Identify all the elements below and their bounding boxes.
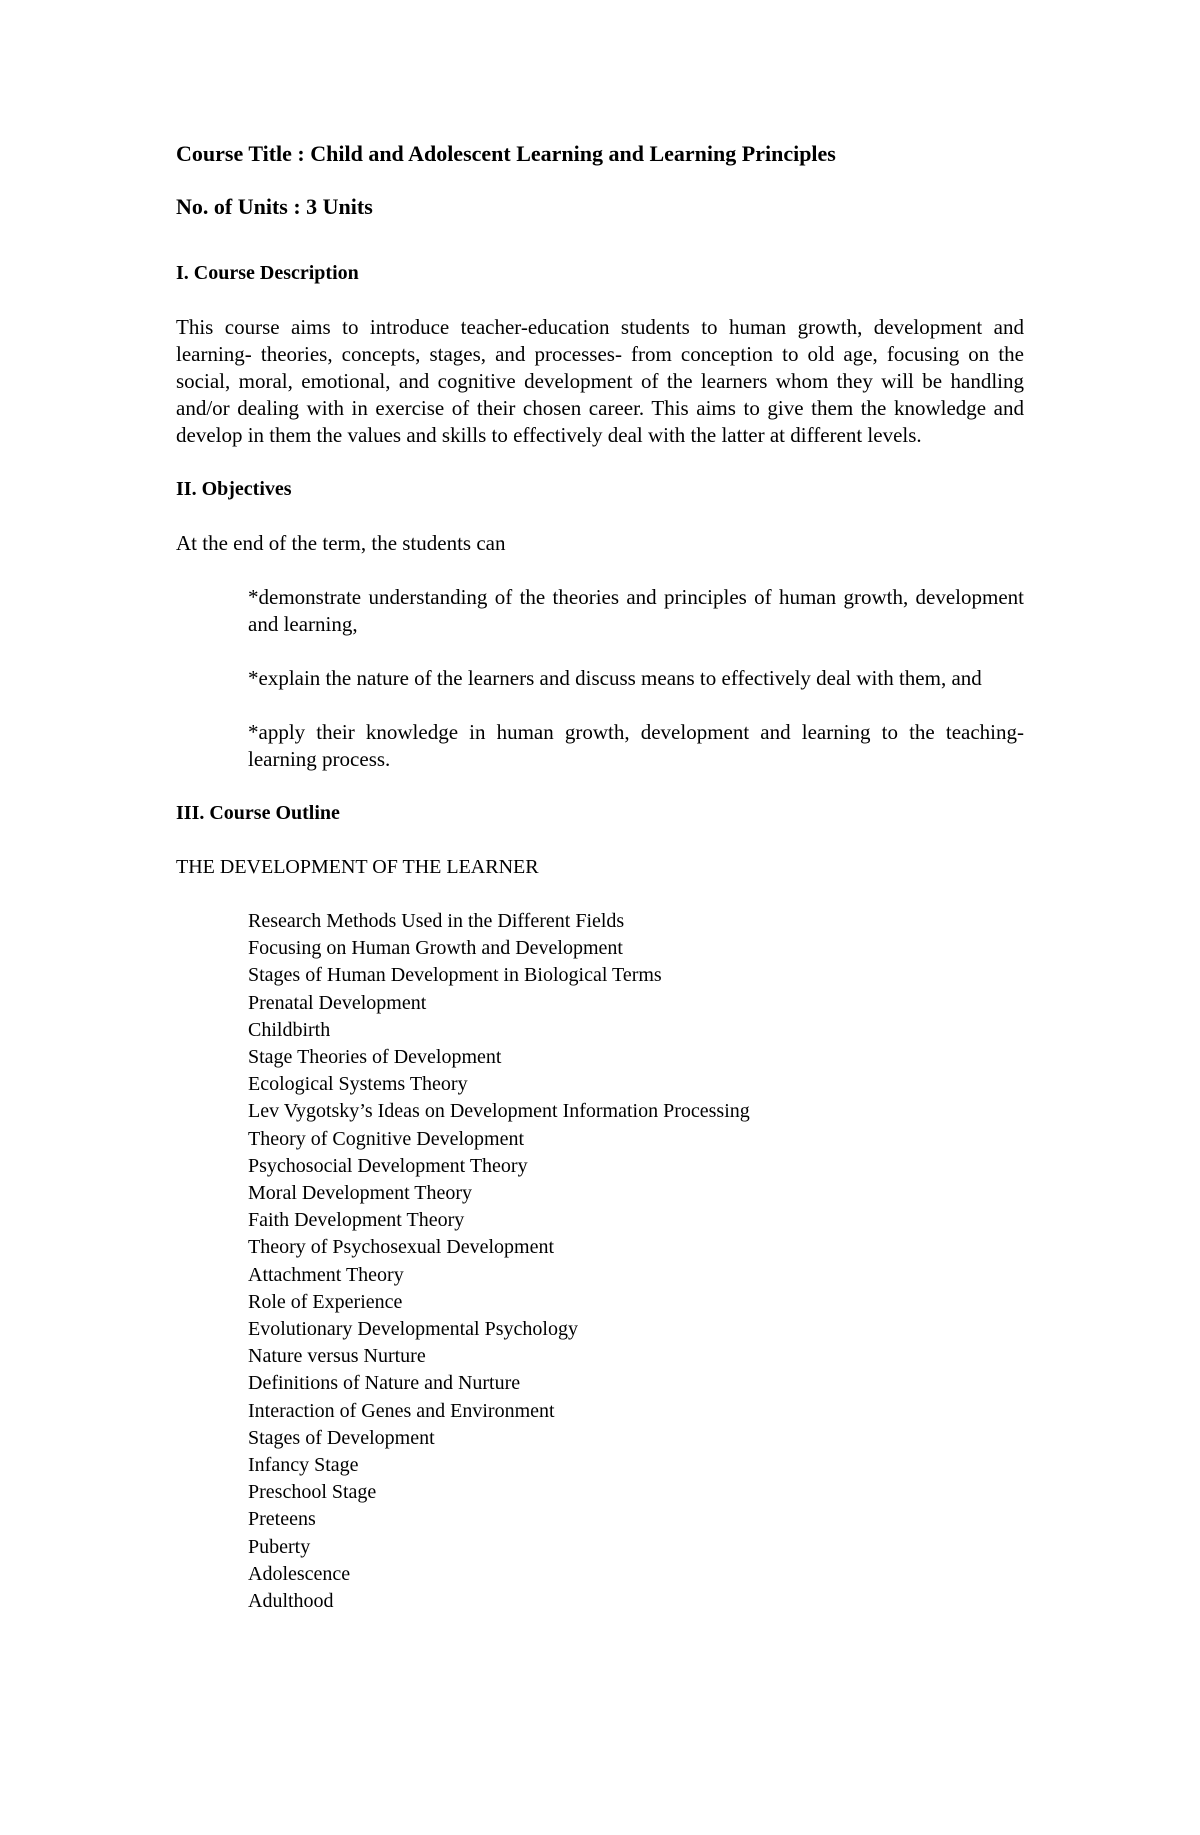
outline-topic-item: Adulthood [248,1590,334,1613]
outline-topic-item: Childbirth [248,1018,331,1041]
outline-topic-item: Preschool Stage [248,1481,377,1504]
outline-topic-item: Theory of Cognitive Development [248,1127,525,1150]
objective-item: *demonstrate understanding of the theories and principles of human growth, development and learning, [248,585,1024,636]
outline-topic-item: Adolescence [248,1562,351,1585]
outline-topic-item: Ecological Systems Theory [248,1073,468,1096]
outline-topic-item: Theory of Psychosexual Development [248,1236,555,1259]
outline-topic-item: Prenatal Development [248,991,427,1014]
outline-topic-item: Attachment Theory [248,1263,404,1286]
outline-topic-item: Interaction of Genes and Environment [248,1399,555,1422]
outline-topic-item: Focusing on Human Growth and Development [248,937,623,960]
objective-item: *explain the nature of the learners and discuss means to effectively deal with them, and [248,666,982,690]
objective-item: *apply their knowledge in human growth, development and learning to the teaching-learning process. [248,720,1024,771]
outline-topic-item: Faith Development Theory [248,1209,465,1232]
outline-heading: III. Course Outline [176,802,340,824]
outline-topic-list [176,908,1024,1615]
description-text: This course aims to introduce teacher-education students to human growth, development and learning- theories, concepts, stages, and processes- from conception to old age, focusing on the social, moral, emotional, and cognitive development of the learners whom they will be handling and/or dealing with in exercise of their chosen career. This aims to give them the knowledge and develop in them the values and skills to effectively deal with the latter at different levels. [176,315,1024,447]
outline-topic-item: Infancy Stage [248,1454,359,1477]
outline-topic-item: Preteens [248,1508,316,1531]
outline-topic-item: Stages of Development [248,1426,435,1449]
course-title: Course Title : Child and Adolescent Learning and Learning Principles [176,141,836,166]
outline-topic-item: Puberty [248,1535,311,1558]
outline-topic-item: Evolutionary Developmental Psychology [248,1318,578,1341]
outline-topic-item: Definitions of Nature and Nurture [248,1372,521,1395]
objectives-list [176,584,1024,773]
objectives-heading: II. Objectives [176,478,292,500]
outline-topic-item: Lev Vygotsky’s Ideas on Development Information Processing [248,1100,750,1123]
outline-topic-item: Research Methods Used in the Different Fields [248,910,625,932]
outline-topic-item: Role of Experience [248,1290,403,1313]
objectives-intro: At the end of the term, the students can [176,531,506,555]
units-line: No. of Units : 3 Units [176,194,373,219]
document-content [176,140,1024,1615]
outline-topic-item: Psychosocial Development Theory [248,1154,528,1177]
outline-subheading: THE DEVELOPMENT OF THE LEARNER [176,856,539,878]
outline-topic-item: Moral Development Theory [248,1182,473,1205]
outline-topic-item: Stage Theories of Development [248,1046,502,1069]
outline-topic-item: Nature versus Nurture [248,1345,426,1368]
description-heading: I. Course Description [176,262,359,284]
outline-topic-item: Stages of Human Development in Biological Terms [248,964,662,987]
